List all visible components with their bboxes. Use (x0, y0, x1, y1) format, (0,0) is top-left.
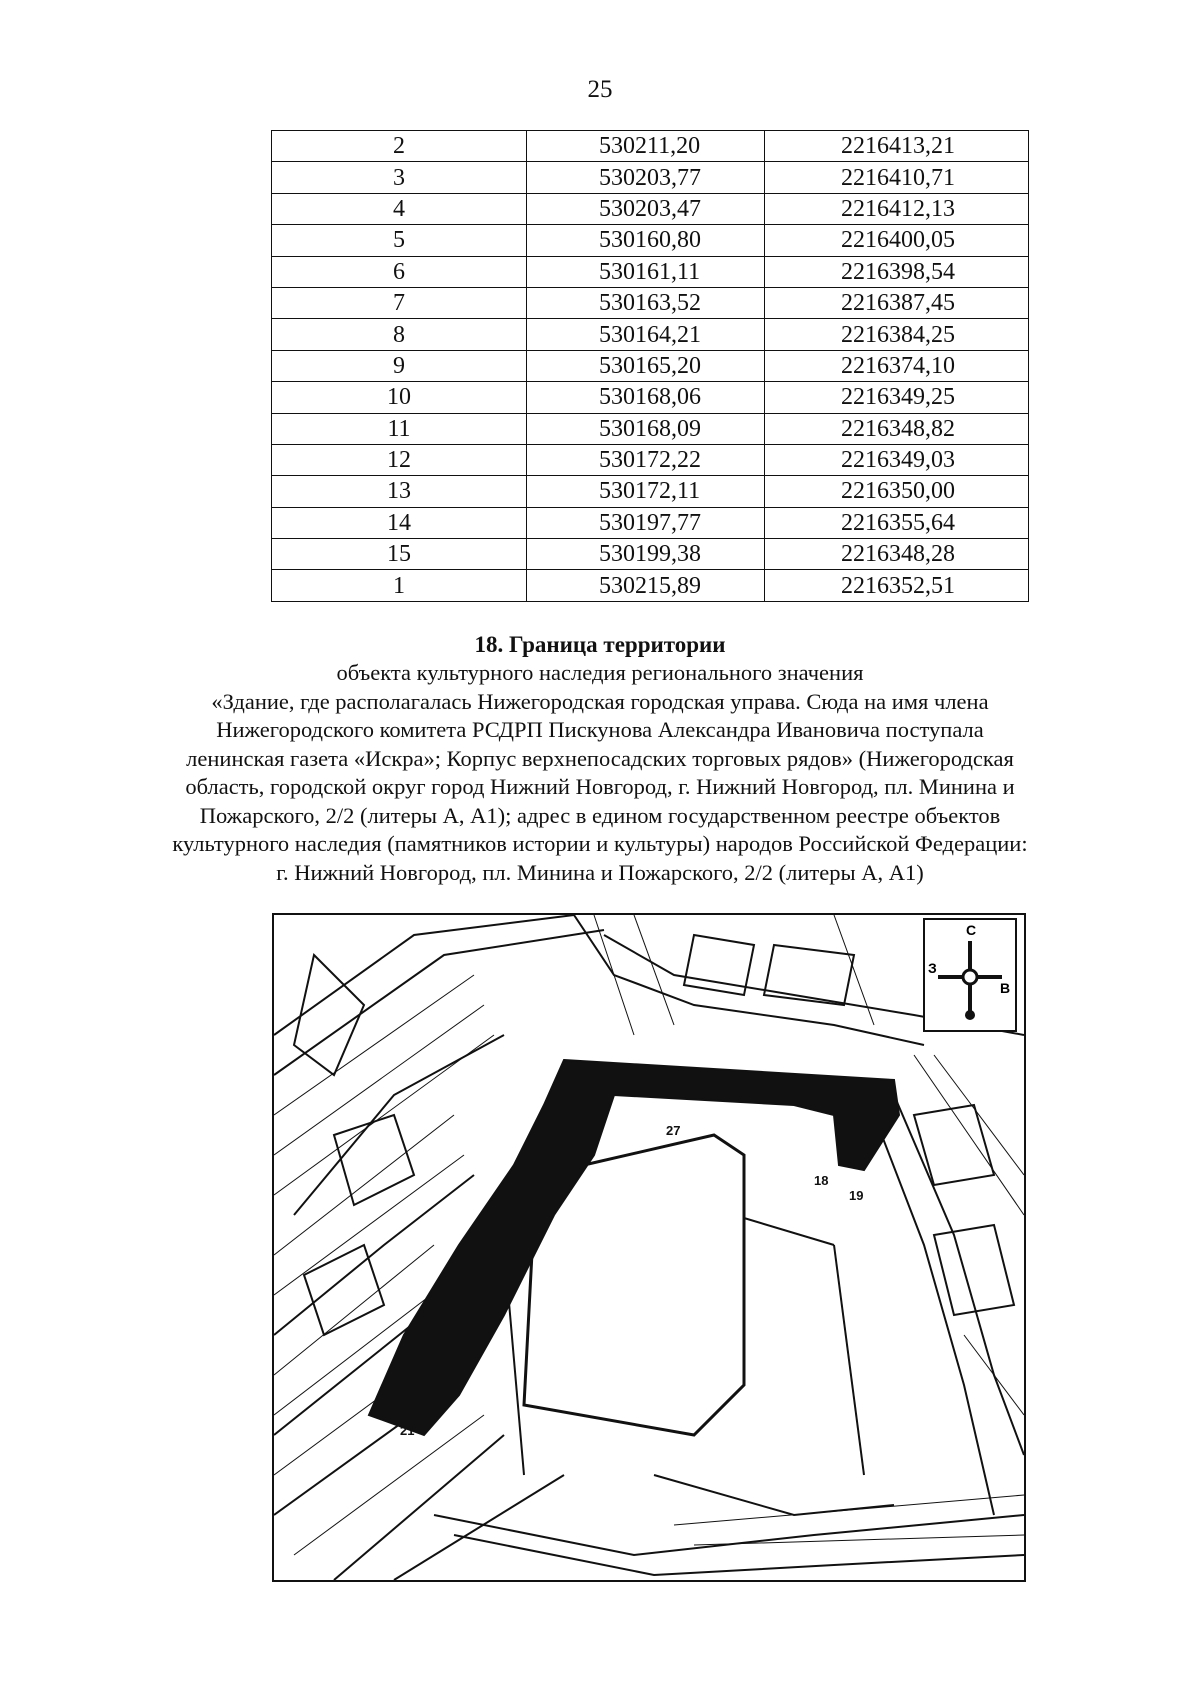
compass-east-label: В (1000, 980, 1011, 996)
y-coordinate-cell: 2216355,64 (765, 507, 1029, 538)
table-row (272, 350, 1029, 381)
point-number-cell: 3 (272, 162, 527, 193)
table-row (272, 225, 1029, 256)
x-coordinate-cell: 530203,77 (527, 162, 765, 193)
table-row (272, 570, 1029, 601)
table-row (272, 256, 1029, 287)
point-number-cell: 10 (272, 382, 527, 413)
x-coordinate-cell: 530168,09 (527, 413, 765, 444)
y-coordinate-cell: 2216374,10 (765, 350, 1029, 381)
point-number-cell: 14 (272, 507, 527, 538)
cadastral-map (272, 913, 1026, 1582)
description-line: ленинская газета «Искра»; Корпус верхнепосадских торговых рядов» (Нижегородская (186, 745, 1014, 771)
table-row (272, 382, 1029, 413)
y-coordinate-cell: 2216349,25 (765, 382, 1029, 413)
point-number-cell: 11 (272, 413, 527, 444)
table-row (272, 413, 1029, 444)
compass-north-label: С (966, 922, 977, 938)
point-number-cell: 15 (272, 539, 527, 570)
description-line: Пожарского, 2/2 (литеры А, А1); адрес в едином государственном реестре объектов (199, 802, 1001, 828)
y-coordinate-cell: 2216398,54 (765, 256, 1029, 287)
x-coordinate-cell: 530163,52 (527, 287, 765, 318)
section-title: 18. Граница территории (474, 632, 726, 657)
table-row (272, 287, 1029, 318)
y-coordinate-cell: 2216413,21 (765, 131, 1029, 162)
y-coordinate-cell: 2216352,51 (765, 570, 1029, 601)
x-coordinate-cell: 530197,77 (527, 507, 765, 538)
x-coordinate-cell: 530172,11 (527, 476, 765, 507)
y-coordinate-cell: 2216348,28 (765, 539, 1029, 570)
point-number-cell: 6 (272, 256, 527, 287)
y-coordinate-cell: 2216410,71 (765, 162, 1029, 193)
table-row (272, 162, 1029, 193)
page-number: 25 (587, 76, 613, 103)
section-description (170, 659, 1030, 887)
point-number-cell: 13 (272, 476, 527, 507)
description-line: объекта культурного наследия регионального значения (336, 660, 864, 685)
x-coordinate-cell: 530160,80 (527, 225, 765, 256)
description-line: Нижегородского комитета РСДРП Пискунова Александра Ивановича поступала (216, 717, 984, 742)
point-number-cell: 4 (272, 193, 527, 224)
x-coordinate-cell: 530172,22 (527, 444, 765, 475)
point-number-cell: 1 (272, 570, 527, 601)
y-coordinate-cell: 2216387,45 (765, 287, 1029, 318)
table-row (272, 193, 1029, 224)
y-coordinate-cell: 2216349,03 (765, 444, 1029, 475)
compass (924, 919, 1016, 1031)
compass-west-label: З (928, 960, 937, 976)
map-drawing (274, 915, 1024, 1580)
table-row (272, 131, 1029, 162)
description-line: «Здание, где располагалась Нижегородская городская управа. Сюда на имя члена (211, 688, 989, 714)
point-label: 18 (814, 1173, 829, 1188)
x-coordinate-cell: 530211,20 (527, 131, 765, 162)
point-label: 19 (849, 1188, 864, 1203)
table-row (272, 319, 1029, 350)
x-coordinate-cell: 530161,11 (527, 256, 765, 287)
description-line: культурного наследия (памятников истории и культуры) народов Российской Федерации: (172, 831, 1028, 856)
description-line: область, городской округ город Нижний Новгород, г. Нижний Новгород, пл. Минина и (185, 774, 1015, 799)
point-number-cell: 8 (272, 319, 527, 350)
point-label: 21 (400, 1423, 415, 1438)
point-number-cell: 5 (272, 225, 527, 256)
table-row (272, 444, 1029, 475)
point-number-cell: 7 (272, 287, 527, 318)
table-row (272, 476, 1029, 507)
point-number-cell: 12 (272, 444, 527, 475)
table-row (272, 539, 1029, 570)
y-coordinate-cell: 2216384,25 (765, 319, 1029, 350)
x-coordinate-cell: 530203,47 (527, 193, 765, 224)
x-coordinate-cell: 530215,89 (527, 570, 765, 601)
x-coordinate-cell: 530168,06 (527, 382, 765, 413)
x-coordinate-cell: 530199,38 (527, 539, 765, 570)
y-coordinate-cell: 2216400,05 (765, 225, 1029, 256)
y-coordinate-cell: 2216348,82 (765, 413, 1029, 444)
point-number-cell: 2 (272, 131, 527, 162)
x-coordinate-cell: 530164,21 (527, 319, 765, 350)
x-coordinate-cell: 530165,20 (527, 350, 765, 381)
point-number-cell: 9 (272, 350, 527, 381)
coordinates-table (271, 130, 1029, 602)
point-label: 27 (666, 1123, 681, 1138)
table-row (272, 507, 1029, 538)
y-coordinate-cell: 2216412,13 (765, 193, 1029, 224)
description-line: г. Нижний Новгород, пл. Минина и Пожарского, 2/2 (литеры А, А1) (276, 859, 924, 885)
y-coordinate-cell: 2216350,00 (765, 476, 1029, 507)
